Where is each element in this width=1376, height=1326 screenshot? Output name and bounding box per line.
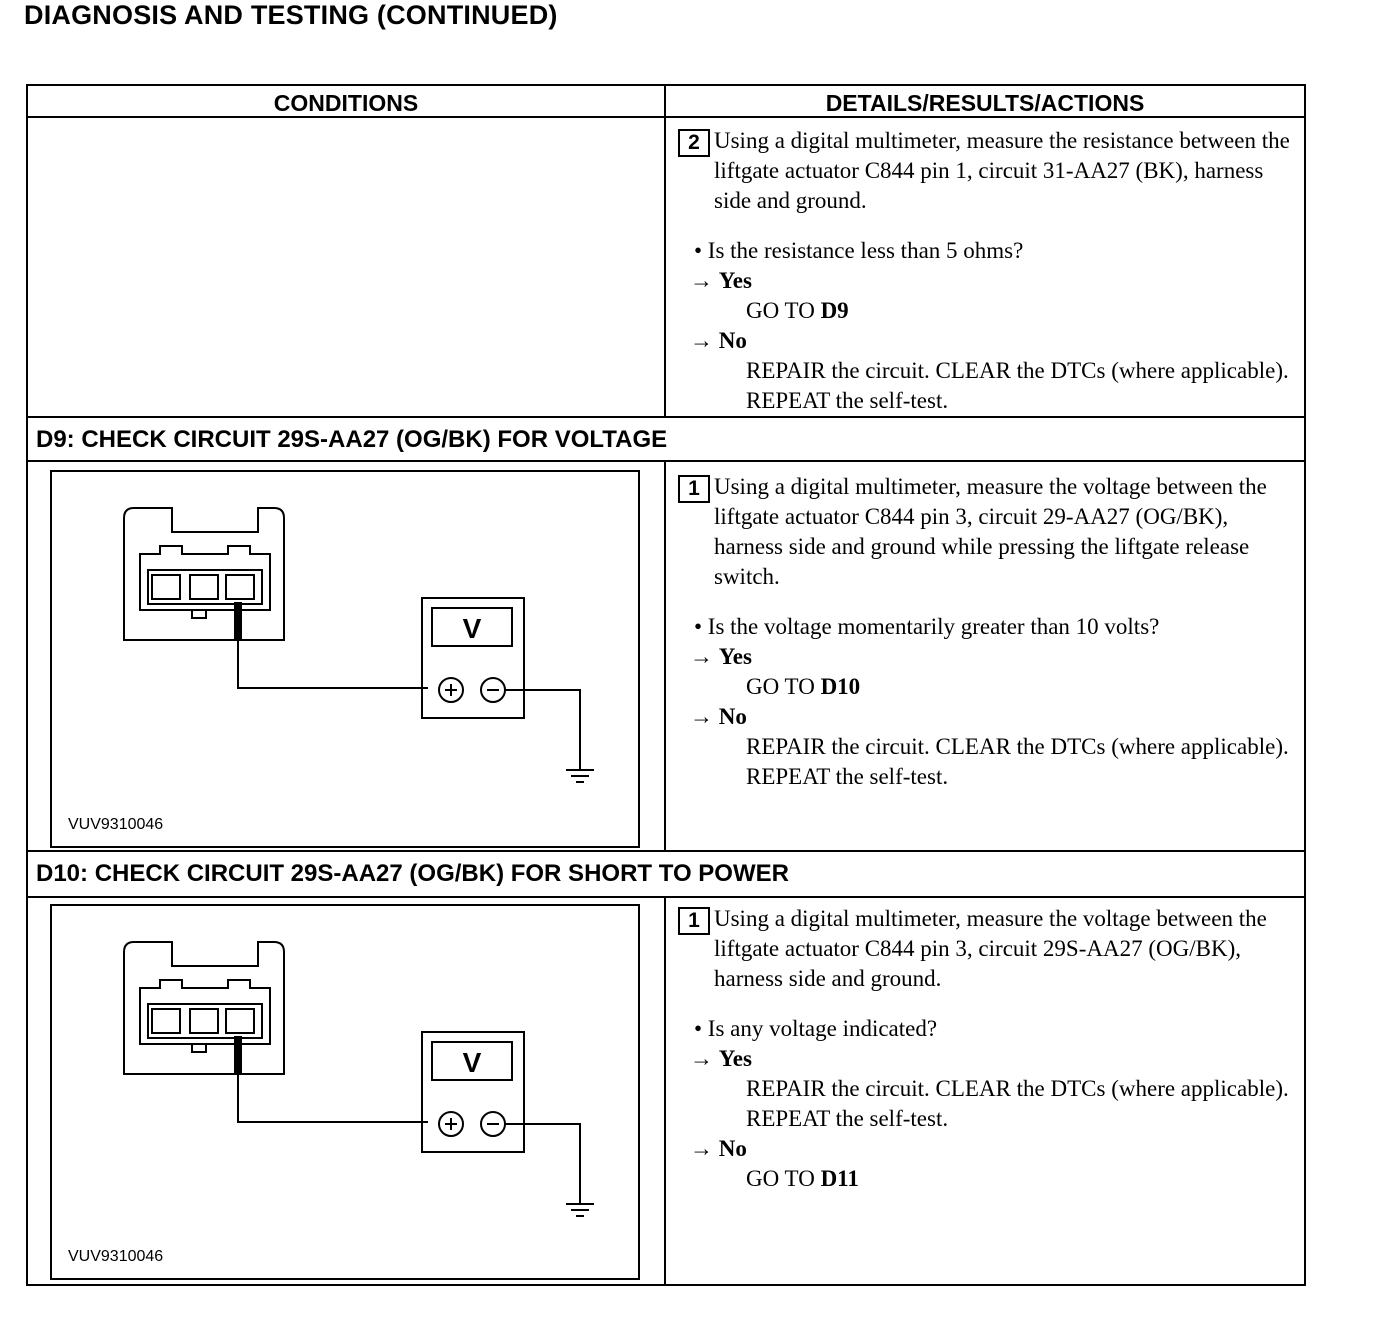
yes-branch: → Yes <box>690 644 752 669</box>
d10-step-1-block <box>678 904 1298 1194</box>
arrow-right-icon: → <box>690 1136 719 1161</box>
step-question: • Is the voltage momentarily greater than 10 volts? <box>694 614 1160 639</box>
no-branch: → No <box>690 328 747 353</box>
no-branch: → No <box>690 1136 747 1161</box>
step-question: • Is any voltage indicated? <box>694 1016 938 1041</box>
meter-label: V <box>462 613 482 644</box>
no-action: GO TO D11 <box>746 1166 859 1191</box>
conditions-header: CONDITIONS <box>273 90 419 116</box>
section-title-d10: D10: CHECK CIRCUIT 29S-AA27 (OG/BK) FOR SHORT TO POWER <box>36 860 789 887</box>
yes-action: REPAIR the circuit. CLEAR the DTCs (where applicable). REPEAT the self-test. <box>746 1076 1289 1131</box>
step-number-badge: 1 <box>678 907 710 935</box>
arrow-right-icon: → <box>690 1046 719 1071</box>
section-divider <box>28 896 1304 898</box>
ground-icon <box>566 770 594 782</box>
multimeter-test-diagram <box>52 906 642 1282</box>
page-title: DIAGNOSIS AND TESTING (CONTINUED) <box>24 0 558 30</box>
figure-id: VUV9310046 <box>68 816 164 833</box>
details-header: DETAILS/RESULTS/ACTIONS <box>825 90 1145 116</box>
d9-wiring-figure <box>50 470 640 848</box>
step-number-badge: 1 <box>678 475 710 503</box>
arrow-right-icon: → <box>690 644 719 669</box>
arrow-right-icon: → <box>690 328 719 353</box>
step-instruction: Using a digital multimeter, measure the resistance between the liftgate actuator C844 pin 1, circuit 31-AA27 (BK), harness side and ground. <box>714 128 1290 213</box>
arrow-right-icon: → <box>690 704 719 729</box>
yes-branch: → Yes <box>690 1046 752 1071</box>
multimeter-test-diagram <box>52 472 642 850</box>
probe-icon <box>234 602 242 640</box>
yes-branch: → Yes <box>690 268 752 293</box>
d10-wiring-figure <box>50 904 640 1280</box>
probe-icon <box>234 1036 242 1074</box>
column-divider <box>664 86 666 416</box>
column-divider <box>664 896 666 1284</box>
meter-label: V <box>462 1047 482 1078</box>
no-branch: → No <box>690 704 747 729</box>
d9-step-1-block <box>678 472 1298 792</box>
step-2-block <box>678 126 1298 416</box>
figure-id: VUV9310046 <box>68 1248 164 1265</box>
section-title-d9: D9: CHECK CIRCUIT 29S-AA27 (OG/BK) FOR VOLTAGE <box>36 426 668 453</box>
no-action: REPAIR the circuit. CLEAR the DTCs (where applicable). REPEAT the self-test. <box>746 734 1289 789</box>
yes-action: GO TO D10 <box>746 674 861 699</box>
column-divider <box>664 460 666 850</box>
diagnosis-table <box>26 84 1306 1286</box>
yes-action: GO TO D9 <box>746 298 849 323</box>
step-instruction: Using a digital multimeter, measure the voltage between the liftgate actuator C844 pin 3, circuit 29S-AA27 (OG/BK), harness side and ground. <box>714 906 1267 991</box>
ground-icon <box>566 1204 594 1216</box>
no-action: REPAIR the circuit. CLEAR the DTCs (where applicable). REPEAT the self-test. <box>746 358 1289 413</box>
arrow-right-icon: → <box>690 268 719 293</box>
step-question: • Is the resistance less than 5 ohms? <box>694 238 1024 263</box>
step-instruction: Using a digital multimeter, measure the voltage between the liftgate actuator C844 pin 3, circuit 29-AA27 (OG/BK), harness side and ground while pressing the liftgate release switch. <box>714 474 1267 589</box>
step-number-badge: 2 <box>678 129 710 157</box>
